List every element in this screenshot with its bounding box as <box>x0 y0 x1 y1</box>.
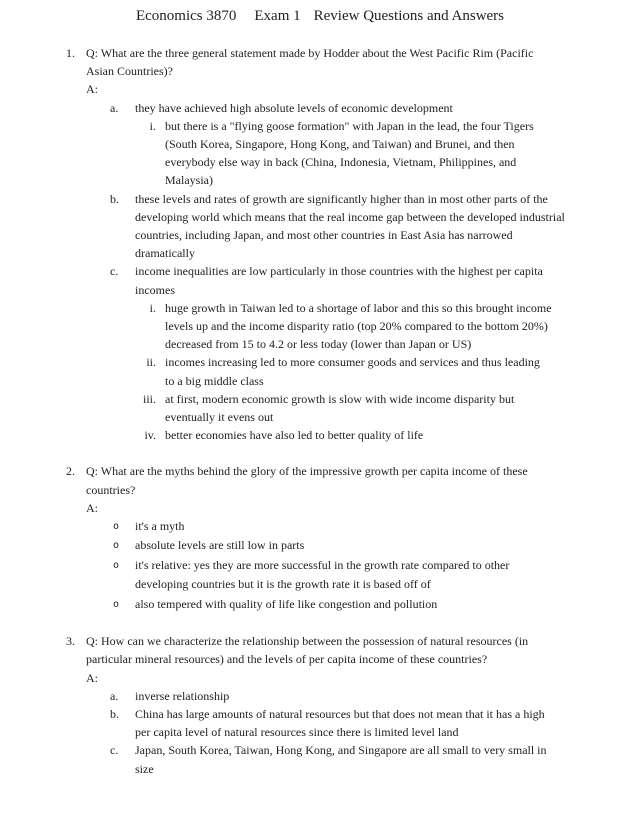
question-row <box>0 44 640 80</box>
question-3 <box>0 632 640 778</box>
answer-bullet <box>0 595 640 614</box>
subitem-text-line: but there is a "flying goose formation" with Japan in the lead, the four Tigers <box>165 118 534 133</box>
subitem-text-line: (South Korea, Singapore, Hong Kong, and Taiwan) and Brunei, and then <box>165 137 515 152</box>
item-text <box>135 687 229 705</box>
subitem-text <box>156 426 423 444</box>
question-text-line: particular mineral resources) and the levels of per capita income of these countries? <box>86 652 488 667</box>
subitem-marker: ii. <box>146 355 156 370</box>
subitem-marker: i. <box>149 118 156 133</box>
course-title: Economics 3870 <box>135 8 237 24</box>
item-text-line: inverse relationship <box>135 688 230 703</box>
answer-item-b <box>0 190 640 263</box>
item-marker: b. <box>110 191 119 206</box>
question-text <box>86 44 533 80</box>
question-1 <box>0 44 640 444</box>
subitem-marker: i. <box>149 300 156 315</box>
item-text <box>135 190 565 263</box>
subitem-text <box>156 299 552 354</box>
subitem-text-line: to a big middle class <box>165 373 264 388</box>
question-text <box>86 462 528 498</box>
question-number: 2. <box>66 464 75 479</box>
answer-subitem-iv <box>0 426 640 444</box>
answer-subitem-ii <box>0 353 640 389</box>
bullet-text <box>135 556 509 595</box>
question-row <box>0 632 640 668</box>
bullet-text-line: developing countries but it is the growth rate it is based off of <box>135 577 431 592</box>
question-text-line: Q: What are the myths behind the glory of the impressive growth per capita income of these <box>86 464 528 479</box>
answer-item-a <box>0 99 640 117</box>
bullet-marker: o <box>113 521 120 533</box>
bullet-text-line: also tempered with quality of life like congestion and pollution <box>135 596 438 611</box>
answer-subitem-i <box>0 117 640 190</box>
answer-label: A: <box>86 82 98 97</box>
bullet-text-line: it's relative: yes they are more successful in the growth rate compared to other <box>135 557 510 572</box>
subitem-marker: iii. <box>142 391 156 406</box>
subitem-text-line: better economies have also led to better quality of life <box>165 428 424 443</box>
answer-bullet <box>0 536 640 555</box>
subitem-text <box>156 117 534 190</box>
question-text-line: Q: What are the three general statement made by Hodder about the West Pacific Rim (Pacific <box>86 46 534 60</box>
item-text <box>135 99 453 117</box>
answer-subitem-i <box>0 299 640 354</box>
item-text-line: they have achieved high absolute levels of economic development <box>135 100 453 115</box>
item-text-line: countries, including Japan, and most other countries in East Asia has narrowed <box>135 228 513 243</box>
item-text-line: income inequalities are low particularly in those countries with the highest per capita <box>135 264 543 279</box>
subitem-text-line: incomes increasing led to more consumer goods and services and thus leading <box>165 355 540 370</box>
item-text-line: per capita level of natural resources since there is limited level land <box>135 725 459 740</box>
answer-label: A: <box>86 500 98 515</box>
question-text-line: Q: How can we characterize the relationship between the possession of natural resources (in <box>86 634 529 649</box>
item-text <box>135 262 543 298</box>
item-text-line: these levels and rates of growth are significantly higher than in most other parts of the <box>135 191 548 206</box>
item-text <box>135 705 545 741</box>
bullet-marker: o <box>113 598 120 610</box>
answer-item-c <box>0 741 640 777</box>
question-number: 3. <box>66 634 75 649</box>
item-text-line: Japan, South Korea, Taiwan, Hong Kong, and Singapore are all small to very small in <box>135 743 547 758</box>
subitem-text-line: huge growth in Taiwan led to a shortage of labor and this so this brought income <box>165 300 552 315</box>
exam-title: Exam 1 <box>254 8 301 24</box>
question-text <box>86 632 528 668</box>
item-text-line: incomes <box>135 282 175 297</box>
answer-item-c <box>0 262 640 298</box>
subitem-text-line: eventually it evens out <box>165 410 274 425</box>
question-text-line: countries? <box>86 482 136 497</box>
answer-item-b <box>0 705 640 741</box>
title-subtitle: Review Questions and Answers <box>313 8 505 24</box>
item-marker: a. <box>110 688 119 703</box>
page-title <box>0 0 640 26</box>
bullet-text <box>135 517 185 536</box>
bullet-text-line: absolute levels are still low in parts <box>135 538 305 553</box>
item-text-line: China has large amounts of natural resources but that does not mean that it has a high <box>135 706 545 721</box>
answer-bullet <box>0 517 640 536</box>
item-marker: c. <box>110 743 119 758</box>
subitem-marker: iv. <box>144 428 156 443</box>
bullet-text-line: it's a myth <box>135 519 185 534</box>
answer-label: A: <box>86 670 98 685</box>
bullet-marker: o <box>113 540 120 552</box>
subitem-text-line: everybody else way in back (China, Indonesia, Vietnam, Philippines, and <box>165 155 517 170</box>
subitem-text <box>156 353 540 389</box>
question-number: 1. <box>66 46 75 60</box>
question-row <box>0 462 640 498</box>
item-text-line: dramatically <box>135 246 195 261</box>
answer-bullet <box>0 556 640 595</box>
item-text <box>135 741 547 777</box>
question-2 <box>0 462 640 614</box>
question-text-line: Asian Countries)? <box>86 64 173 79</box>
subitem-text-line: levels up and the income disparity ratio (top 20% compared to the bottom 20%) <box>165 319 548 334</box>
subitem-text-line: at first, modern economic growth is slow with wide income disparity but <box>165 391 515 406</box>
item-text-line: size <box>135 761 154 776</box>
item-marker: a. <box>110 100 119 115</box>
bullet-text <box>135 595 437 614</box>
subitem-text <box>156 390 514 426</box>
item-marker: b. <box>110 706 119 721</box>
answer-item-a <box>0 687 640 705</box>
subitem-text-line: Malaysia) <box>165 173 213 188</box>
bullet-text <box>135 536 304 555</box>
item-text-line: developing world which means that the real income gap between the developed industrial <box>135 209 565 224</box>
item-marker: c. <box>110 264 119 279</box>
bullet-marker: o <box>113 559 120 571</box>
subitem-text-line: decreased from 15 to 4.2 or less today (lower than Japan or US) <box>165 337 472 352</box>
answer-subitem-iii <box>0 390 640 426</box>
